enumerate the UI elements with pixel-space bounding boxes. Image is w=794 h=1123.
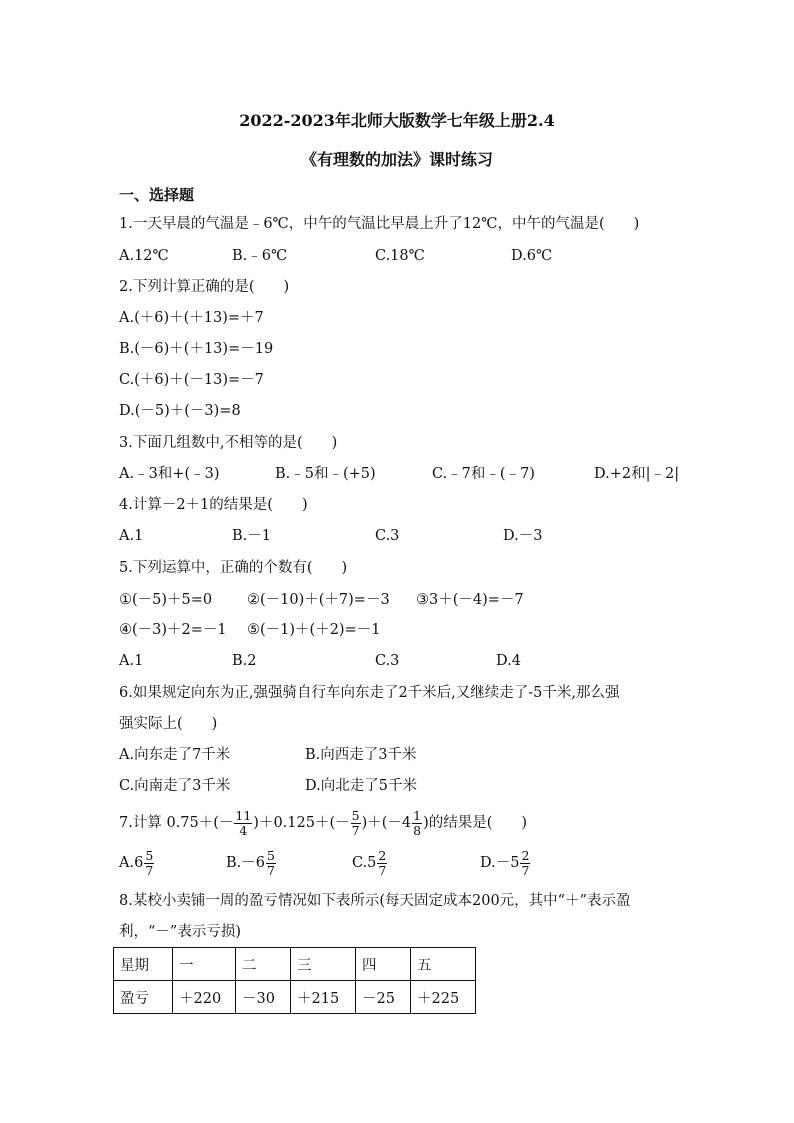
q7-text-mid: )＋0.125＋(－ xyxy=(253,815,350,831)
q2-option-c: C.(＋6)＋(－13)=－7 xyxy=(119,372,264,388)
q3-option-c: C.﹣7和﹣(﹣7) xyxy=(432,466,535,482)
table-header-row xyxy=(114,948,476,981)
doc-title-line2: 《有理数的加法》课时练习 xyxy=(300,150,493,169)
q5-expr-4: ④(－3)＋2=－1 xyxy=(119,622,227,638)
q7-stem xyxy=(119,806,527,840)
q7-option-b-whole: B.－6 xyxy=(226,855,265,871)
table-cell: 三 xyxy=(291,948,356,981)
q2-stem: 2.下列计算正确的是( ) xyxy=(119,279,290,295)
table-cell: 二 xyxy=(236,948,291,981)
q5-expr-5: ⑤(－1)＋(＋2)=－1 xyxy=(247,622,381,638)
q7-option-b xyxy=(226,848,277,878)
q4-option-d: D.－3 xyxy=(503,528,543,544)
q3-stem: 3.下面几组数中,不相等的是( ) xyxy=(119,435,338,451)
q3-option-d: D.+2和|﹣2| xyxy=(594,466,680,482)
table-cell: ＋215 xyxy=(291,981,356,1014)
q7-option-d-whole: D.－5 xyxy=(480,855,520,871)
table-cell: ＋225 xyxy=(411,981,476,1014)
q4-option-c: C.3 xyxy=(375,528,400,544)
q3-option-a: A.﹣3和+(﹣3) xyxy=(119,466,220,482)
q1-option-a: A.12℃ xyxy=(119,248,169,264)
q7-option-b-denominator: 7 xyxy=(267,862,275,878)
q7-text-end: )的结果是( ) xyxy=(423,815,528,831)
table-cell: 五 xyxy=(411,948,476,981)
q1-option-b: B.﹣6℃ xyxy=(232,248,288,264)
q1-option-c: C.18℃ xyxy=(375,248,425,264)
q6-option-d: D.向北走了5千米 xyxy=(305,778,417,794)
q7-option-b-numerator: 5 xyxy=(267,847,275,863)
q7-text-mid2: )＋(－4 xyxy=(361,815,412,831)
q7-fraction-3 xyxy=(412,809,422,838)
q7-option-a xyxy=(119,848,155,878)
q7-text-start: 7.计算 0.75＋(－ xyxy=(119,815,234,831)
q7-option-c-whole: C.5 xyxy=(352,855,377,871)
q1-option-d: D.6℃ xyxy=(511,248,553,264)
q5-option-a: A.1 xyxy=(119,653,144,669)
q1-stem: 1.一天早晨的气温是﹣6℃，中午的气温比早晨上升了12℃，中午的气温是( ) xyxy=(119,216,640,232)
q2-option-d: D.(－5)＋(－3)=8 xyxy=(119,403,241,419)
q7-option-c-fraction xyxy=(377,849,387,878)
q7-option-d-fraction xyxy=(520,849,530,878)
q6-option-b: B.向西走了3千米 xyxy=(305,747,417,763)
q5-option-b: B.2 xyxy=(232,653,257,669)
q6-stem-line2: 强实际上( ) xyxy=(119,716,218,732)
q6-option-a: A.向东走了7千米 xyxy=(119,747,231,763)
q7-fraction-3-numerator: 1 xyxy=(413,807,422,823)
q5-expr-3: ③3＋(－4)=－7 xyxy=(416,592,524,608)
table-cell: 四 xyxy=(356,948,411,981)
q5-expr-1: ①(－5)＋5=0 xyxy=(119,592,213,608)
q2-option-b: B.(－6)＋(＋13)=－19 xyxy=(119,341,274,357)
q2-option-a: A.(＋6)＋(＋13)=＋7 xyxy=(119,310,264,326)
q6-option-c: C.向南走了3千米 xyxy=(119,778,231,794)
table-row xyxy=(114,981,476,1014)
table-cell: －25 xyxy=(356,981,411,1014)
q5-expr-2: ②(－10)＋(＋7)=－3 xyxy=(247,592,390,608)
table-cell: －30 xyxy=(236,981,291,1014)
q7-option-a-whole: A.6 xyxy=(119,855,144,871)
q7-fraction-1-numerator: 11 xyxy=(235,807,252,823)
q4-stem: 4.计算－2＋1的结果是( ) xyxy=(119,497,308,513)
table-cell: 星期 xyxy=(114,948,173,981)
table-cell: 盈亏 xyxy=(114,981,173,1014)
q7-option-d xyxy=(480,848,531,878)
q5-stem: 5.下列运算中，正确的个数有( ) xyxy=(119,560,348,576)
q6-stem-line1: 6.如果规定向东为正,强强骑自行车向东走了2千米后,又继续走了-5千米,那么强 xyxy=(119,685,620,701)
q7-option-d-numerator: 2 xyxy=(521,847,530,863)
q4-option-b: B.－1 xyxy=(232,528,271,544)
q7-fraction-2 xyxy=(351,809,361,838)
q4-option-a: A.1 xyxy=(119,528,144,544)
q7-option-c-denominator: 7 xyxy=(378,862,387,878)
table-cell: 一 xyxy=(173,948,236,981)
section-heading: 一、选择题 xyxy=(119,186,195,204)
q5-option-d: D.4 xyxy=(496,653,521,669)
q7-fraction-1 xyxy=(234,809,252,838)
q7-option-a-numerator: 5 xyxy=(145,847,154,863)
q7-option-b-fraction xyxy=(266,849,276,878)
q5-option-c: C.3 xyxy=(375,653,400,669)
q7-option-a-denominator: 7 xyxy=(145,862,154,878)
q7-fraction-3-denominator: 8 xyxy=(413,822,422,838)
q7-option-d-denominator: 7 xyxy=(521,862,530,878)
q7-fraction-2-numerator: 5 xyxy=(351,807,360,823)
q7-fraction-1-denominator: 4 xyxy=(239,822,248,838)
q7-option-c-numerator: 2 xyxy=(378,847,387,863)
q3-option-b: B.﹣5和﹣(+5) xyxy=(275,466,376,482)
q7-fraction-2-denominator: 7 xyxy=(351,822,360,838)
profit-loss-table xyxy=(113,947,476,1014)
q7-option-a-fraction xyxy=(144,849,154,878)
q8-stem-line1: 8.某校小卖铺一周的盈亏情况如下表所示(每天固定成本200元，其中“＋”表示盈 xyxy=(119,893,631,909)
q8-stem-line2: 利，“－”表示亏损) xyxy=(119,924,241,940)
doc-title-line1: 2022-2023年北师大版数学七年级上册2.4 xyxy=(239,111,555,130)
table-cell: ＋220 xyxy=(173,981,236,1014)
q7-option-c xyxy=(352,848,388,878)
